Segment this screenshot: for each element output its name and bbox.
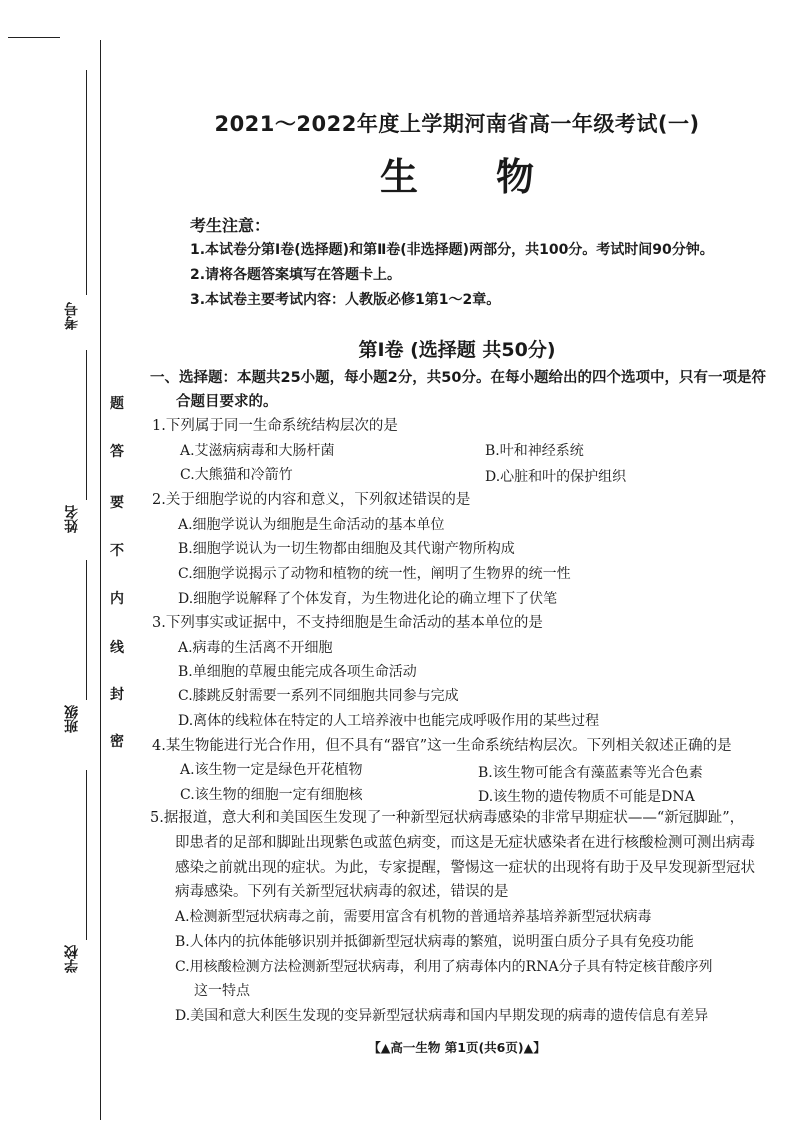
option-c-cont: 这一特点 bbox=[194, 983, 250, 999]
subject-title: 生物 bbox=[379, 155, 612, 199]
option-b[interactable]: B.细胞学说认为一切生物都由细胞及其代谢产物所构成 bbox=[178, 541, 515, 557]
school-field[interactable] bbox=[86, 770, 87, 940]
question-stem-cont: 即患者的足部和脚趾出现紫色或蓝色病变，而这是无症状感染者在进行核酸检测可测出病毒 bbox=[175, 835, 755, 851]
notice-item: 1.本试卷分第Ⅰ卷(选择题)和第Ⅱ卷(非选择题)两部分，共100分。考试时间90分钟。 bbox=[190, 242, 714, 258]
section-title: 第Ⅰ卷 (选择题 共50分) bbox=[358, 339, 556, 361]
exam-number-field[interactable] bbox=[86, 70, 87, 295]
notice-item: 3.本试卷主要考试内容：人教版必修1第1～2章。 bbox=[190, 292, 501, 308]
question-stem-cont: 病毒感染。下列有关新型冠状病毒的叙述，错误的是 bbox=[175, 884, 509, 900]
option-d[interactable]: D.离体的线粒体在特定的人工培养液中也能完成呼吸作用的某些过程 bbox=[178, 713, 600, 729]
section-instruction-cont: 合题目要求的。 bbox=[176, 394, 278, 410]
option-b[interactable]: B.叶和神经系统 bbox=[485, 443, 584, 459]
notice-heading: 考生注意： bbox=[190, 216, 271, 235]
field-label-name: 姓名 bbox=[64, 505, 80, 533]
notice-item: 2.请将各题答案填写在答题卡上。 bbox=[190, 267, 402, 283]
option-d[interactable]: D.美国和意大利医生发现的变异新型冠状病毒和国内早期发现的病毒的遗传信息有差异 bbox=[175, 1008, 709, 1024]
class-field[interactable] bbox=[86, 560, 87, 700]
option-d[interactable]: D.心脏和叶的保护组织 bbox=[485, 469, 627, 485]
option-d[interactable]: D.细胞学说解释了个体发育，为生物进化论的确立埋下了伏笔 bbox=[178, 591, 558, 607]
question-stem: 2.关于细胞学说的内容和意义，下列叙述错误的是 bbox=[152, 492, 471, 508]
option-c[interactable]: C.该生物的细胞一定有细胞核 bbox=[180, 787, 363, 803]
seal-char: 题 bbox=[110, 396, 124, 412]
seal-char: 内 bbox=[110, 591, 124, 607]
page-footer: 【▲高一生物 第1页(共6页)▲】 bbox=[368, 1040, 546, 1055]
top-rule bbox=[8, 37, 60, 38]
option-c[interactable]: C.大熊猫和冷箭竹 bbox=[180, 467, 293, 483]
option-b[interactable]: B.单细胞的草履虫能完成各项生命活动 bbox=[178, 664, 417, 680]
name-field[interactable] bbox=[86, 350, 87, 500]
question-stem: 4.某生物能进行光合作用，但不具有“器官”这一生命系统结构层次。下列相关叙述正确的是 bbox=[152, 738, 732, 754]
question-stem-cont: 感染之前就出现的症状。为此，专家提醒，警惕这一症状的出现将有助于及早发现新型冠状 bbox=[175, 860, 755, 876]
seal-char: 不 bbox=[110, 543, 124, 559]
seal-char: 封 bbox=[110, 687, 124, 703]
question-stem: 3.下列事实或证据中，不支持细胞是生命活动的基本单位的是 bbox=[152, 615, 543, 631]
seal-char: 答 bbox=[110, 444, 124, 460]
option-d[interactable]: D.该生物的遗传物质不可能是DNA bbox=[478, 789, 695, 805]
field-label-exam-number: 考号 bbox=[64, 302, 80, 330]
option-c[interactable]: C.膝跳反射需要一系列不同细胞共同参与完成 bbox=[178, 688, 459, 704]
option-c[interactable]: C.细胞学说揭示了动物和植物的统一性，阐明了生物界的统一性 bbox=[178, 566, 571, 582]
question-stem: 5.据报道，意大利和美国医生发现了一种新型冠状病毒感染的非常早期症状——“新冠脚趾”， bbox=[150, 810, 745, 826]
section-instruction: 一、选择题：本题共25小题，每小题2分，共50分。在每小题给出的四个选项中，只有一项是符 bbox=[150, 370, 766, 386]
binding-line bbox=[100, 40, 101, 1120]
option-a[interactable]: A.该生物一定是绿色开花植物 bbox=[180, 762, 363, 778]
option-a[interactable]: A.艾滋病病毒和大肠杆菌 bbox=[180, 443, 335, 459]
option-a[interactable]: A.病毒的生活离不开细胞 bbox=[178, 640, 333, 656]
seal-char: 要 bbox=[110, 495, 124, 511]
option-b[interactable]: B.人体内的抗体能够识别并抵御新型冠状病毒的繁殖，说明蛋白质分子具有免疫功能 bbox=[175, 934, 694, 950]
seal-char: 线 bbox=[110, 640, 124, 656]
question-stem: 1.下列属于同一生命系统结构层次的是 bbox=[152, 418, 398, 434]
option-a[interactable]: A.检测新型冠状病毒之前，需要用富含有机物的普通培养基培养新型冠状病毒 bbox=[175, 909, 652, 925]
field-label-class: 班级 bbox=[64, 705, 80, 733]
field-label-school: 学校 bbox=[64, 945, 80, 973]
exam-title: 2021～2022年度上学期河南省高一年级考试(一) bbox=[214, 112, 700, 136]
option-a[interactable]: A.细胞学说认为细胞是生命活动的基本单位 bbox=[178, 517, 445, 533]
option-c[interactable]: C.用核酸检测方法检测新型冠状病毒，利用了病毒体内的RNA分子具有特定核苷酸序列 bbox=[175, 959, 713, 975]
option-b[interactable]: B.该生物可能含有藻蓝素等光合色素 bbox=[478, 765, 703, 781]
seal-char: 密 bbox=[110, 734, 124, 750]
